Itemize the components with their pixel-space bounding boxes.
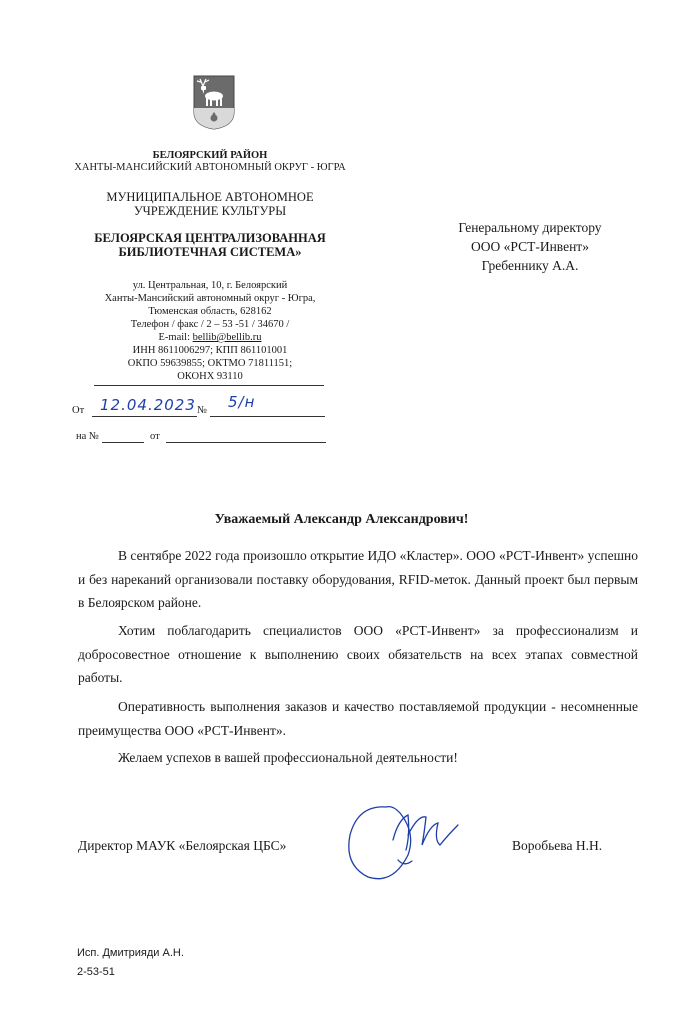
address-line2: Ханты-Мансийский автономный округ - Югра, bbox=[104, 293, 316, 304]
handwritten-signature bbox=[338, 795, 468, 885]
org-name-line2: БИБЛИОТЕЧНАЯ СИСТЕМА» bbox=[118, 245, 302, 259]
recipient-name: Гребеннику А.А. bbox=[481, 258, 579, 273]
ref-label: на № bbox=[76, 431, 99, 442]
org-name-line1: БЕЛОЯРСКАЯ ЦЕНТРАЛИЗОВАННАЯ bbox=[94, 231, 326, 245]
executor-phone: 2-53-51 bbox=[77, 966, 115, 978]
recipient-block bbox=[380, 218, 680, 275]
paragraph-1: В сентябре 2022 года произошло открытие ИДО «Кластер». ООО «РСТ-Инвент» успешно и без нареканий организовали поставку оборудования, RFID-меток. Данный проект был первым в Белоярском районе. bbox=[78, 548, 638, 610]
recipient-position: Генеральному директору bbox=[458, 220, 602, 235]
coat-of-arms-emblem bbox=[192, 74, 236, 130]
okonh: ОКОНХ 93110 bbox=[177, 371, 243, 382]
org-type-line2: УЧРЕЖДЕНИЕ КУЛЬТУРЫ bbox=[133, 204, 287, 218]
recipient-company: ООО «РСТ-Инвент» bbox=[471, 239, 589, 254]
okpo-oktmo: ОКПО 59639855; ОКТМО 71811151; bbox=[127, 358, 293, 369]
date-underline bbox=[92, 416, 197, 417]
handwritten-number: 5/н bbox=[228, 393, 256, 411]
district-name: БЕЛОЯРСКИЙ РАЙОН bbox=[152, 150, 268, 161]
handwritten-date: 12.04.2023 bbox=[100, 396, 196, 414]
ref-from-label: от bbox=[150, 431, 160, 442]
inn-kpp: ИНН 8611006297; КПП 861101001 bbox=[132, 345, 288, 356]
ref-date-underline bbox=[166, 442, 326, 443]
email-label: E-mail: bbox=[158, 332, 193, 343]
signatory-position: Директор МАУК «Белоярская ЦБС» bbox=[78, 838, 287, 853]
address-line3: Тюменская область, 628162 bbox=[148, 306, 272, 317]
from-label: От bbox=[72, 405, 85, 416]
address-line1: ул. Центральная, 10, г. Белоярский bbox=[132, 280, 288, 291]
phone-fax: Телефон / факс / 2 – 53 -51 / 34670 / bbox=[130, 319, 290, 330]
signatory-name: Воробьева Н.Н. bbox=[512, 838, 603, 853]
paragraph-4: Желаем успехов в вашей профессиональной деятельности! bbox=[118, 750, 458, 765]
email-link[interactable]: bellib@bellib.ru bbox=[192, 332, 262, 343]
number-underline bbox=[210, 416, 325, 417]
number-label: № bbox=[197, 405, 208, 416]
org-type-line1: МУНИЦИПАЛЬНОЕ АВТОНОМНОЕ bbox=[106, 190, 314, 204]
okrug-name: ХАНТЫ-МАНСИЙСКИЙ АВТОНОМНЫЙ ОКРУГ - ЮГРА bbox=[74, 162, 346, 173]
email-line bbox=[60, 331, 360, 344]
header-divider bbox=[94, 385, 324, 386]
paragraph-3: Оперативность выполнения заказов и качество поставляемой продукции - несомненные преимущества ООО «РСТ-Инвент». bbox=[78, 699, 638, 738]
ref-underline bbox=[102, 442, 144, 443]
paragraph-2: Хотим поблагодарить специалистов ООО «РСТ-Инвент» за профессионализм и добросовестное отношение к выполнению своих обязательств на всех этапах совместной работы. bbox=[78, 623, 638, 685]
letter-greeting: Уважаемый Александр Александрович! bbox=[214, 512, 469, 527]
address-block bbox=[60, 279, 360, 383]
executor-block bbox=[77, 944, 184, 982]
executor-name: Исп. Дмитрияди А.Н. bbox=[77, 947, 184, 959]
